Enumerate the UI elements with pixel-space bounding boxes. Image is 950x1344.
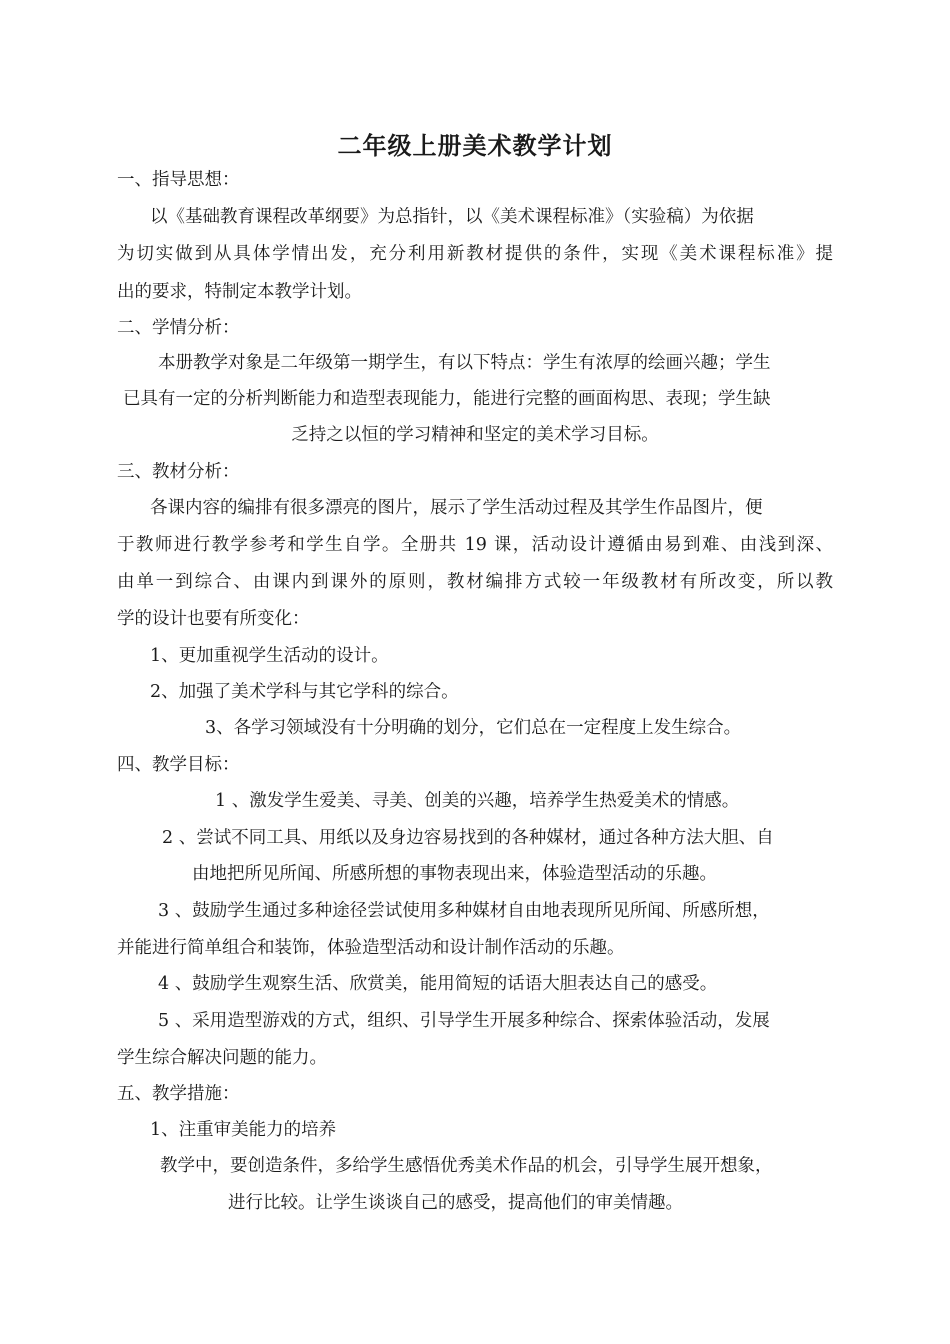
paragraph-line: 教学中，要创造条件，多给学生感悟优秀美术作品的机会，引导学生展开想象，	[160, 1156, 773, 1176]
paragraph-line: 并能进行简单组合和装饰，体验造型活动和设计制作活动的乐趣。	[117, 938, 625, 958]
list-item: 4 、鼓励学生观察生活、欣赏美，能用简短的话语大胆表达自己的感受。	[158, 974, 718, 994]
paragraph-line: 乏持之以恒的学习精神和坚定的美术学习目标。	[291, 425, 659, 445]
list-item: 1、更加重视学生活动的设计。	[150, 646, 389, 666]
section-heading-textbook-analysis: 三、教材分析：	[117, 462, 240, 482]
list-item: 2、加强了美术学科与其它学科的综合。	[150, 682, 459, 702]
paragraph-line: 由单一到综合、由课内到课外的原则，教材编排方式较一年级教材有所改变，所以教	[117, 572, 833, 592]
paragraph-line: 学的设计也要有所变化：	[117, 609, 310, 629]
paragraph-line: 于教师进行教学参考和学生自学。全册共 19 课，活动设计遵循由易到难、由浅到深、	[117, 535, 833, 555]
section-heading-teaching-measures: 五、教学措施：	[117, 1084, 240, 1104]
document-title: 二年级上册美术教学计划	[337, 132, 613, 160]
paragraph-line: 已具有一定的分析判断能力和造型表现能力，能进行完整的画面构思、表现；学生缺	[123, 389, 771, 409]
list-item: 3 、鼓励学生通过多种途径尝试使用多种媒材自由地表现所见所闻、所感所想，	[158, 901, 770, 921]
section-heading-teaching-goals: 四、教学目标：	[117, 755, 240, 775]
paragraph-line: 为切实做到从具体学情出发，充分利用新教材提供的条件，实现《美术课程标准》提	[117, 244, 833, 264]
paragraph-line: 本册教学对象是二年级第一期学生，有以下特点：学生有浓厚的绘画兴趣；学生	[158, 353, 771, 373]
paragraph-line: 各课内容的编排有很多漂亮的图片，展示了学生活动过程及其学生作品图片，便	[150, 498, 763, 518]
paragraph-line: 学生综合解决问题的能力。	[117, 1048, 327, 1068]
list-item: 1、注重审美能力的培养	[150, 1120, 337, 1140]
paragraph-line: 进行比较。让学生谈谈自己的感受，提高他们的审美情趣。	[228, 1193, 683, 1213]
section-heading-guiding-ideology: 一、指导思想：	[117, 170, 240, 190]
paragraph-line: 以《基础教育课程改革纲要》为总指针，以《美术课程标准》（实验稿）为依据	[150, 207, 754, 227]
list-item: 2 、尝试不同工具、用纸以及身边容易找到的各种媒材，通过各种方法大胆、自	[162, 828, 774, 848]
section-heading-student-analysis: 二、学情分析：	[117, 318, 240, 338]
list-item: 3、各学习领域没有十分明确的划分，它们总在一定程度上发生综合。	[205, 718, 742, 738]
paragraph-line: 由地把所见所闻、所感所想的事物表现出来，体验造型活动的乐趣。	[192, 864, 717, 884]
paragraph-line: 出的要求，特制定本教学计划。	[117, 282, 362, 302]
list-item: 5 、采用造型游戏的方式，组织、引导学生开展多种综合、探索体验活动，发展	[158, 1011, 770, 1031]
list-item: 1 、激发学生爱美、寻美、创美的兴趣，培养学生热爱美术的情感。	[215, 791, 740, 811]
